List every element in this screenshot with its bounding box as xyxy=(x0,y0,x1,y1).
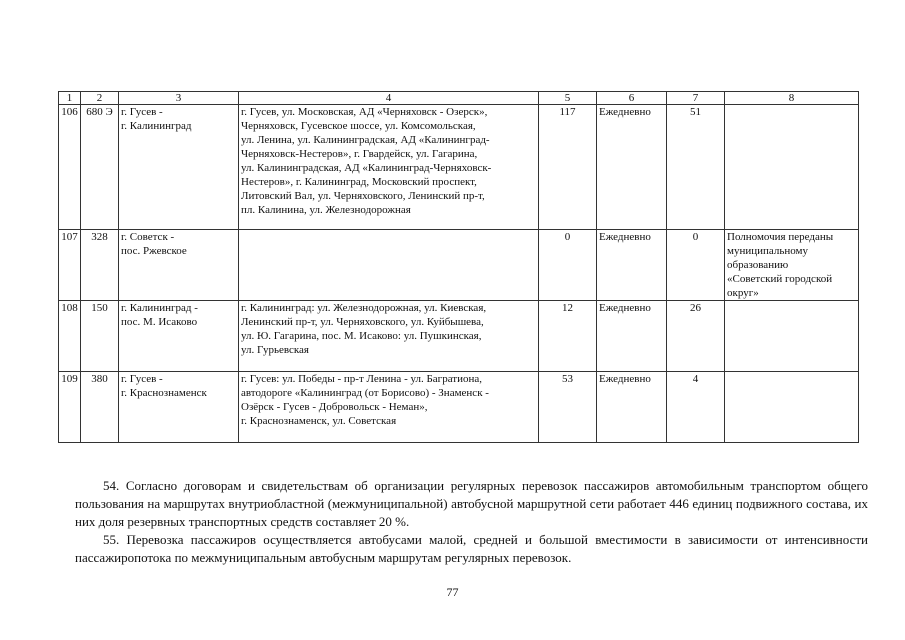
route-number-cell: 106 xyxy=(59,105,81,230)
col-header-5: 5 xyxy=(539,92,597,105)
table-row xyxy=(59,372,859,443)
trips-cell: 0 xyxy=(667,230,725,301)
route-name-cell: г. Гусев - г. Калининград xyxy=(119,105,239,230)
route-path-cell: г. Гусев: ул. Победы - пр-т Ленина - ул. Багратиона, автодороге «Калининград (от Борисово) - Знаменск - Озёрск - Гусев - Добровольск - Неман», г. Краснознаменск, ул. Советская xyxy=(239,372,539,443)
interval-cell: 12 xyxy=(539,301,597,372)
route-code-cell: 680 Э xyxy=(81,105,119,230)
note-cell xyxy=(725,105,859,230)
note-cell xyxy=(725,372,859,443)
col-header-3: 3 xyxy=(119,92,239,105)
col-header-1: 1 xyxy=(59,92,81,105)
col-header-2: 2 xyxy=(81,92,119,105)
col-header-4: 4 xyxy=(239,92,539,105)
interval-cell: 53 xyxy=(539,372,597,443)
frequency-cell: Ежедневно xyxy=(597,230,667,301)
paragraph-54: 54. Согласно договорам и свидетельствам об организации регулярных перевозок пассажиров автомобильным транспортом общего пользования на маршрутах внутриобластной (межмуниципальной) автобусной маршрутной сети работает 446 единиц подвижного состава, их них доля резервных транспортных средств составляет 20 %. xyxy=(75,478,868,529)
trips-cell: 51 xyxy=(667,105,725,230)
table-row xyxy=(59,301,859,372)
page-number: 77 xyxy=(446,585,459,599)
route-code-cell: 380 xyxy=(81,372,119,443)
route-name-cell: г. Советск - пос. Ржевское xyxy=(119,230,239,301)
col-header-7: 7 xyxy=(667,92,725,105)
interval-cell: 117 xyxy=(539,105,597,230)
frequency-cell: Ежедневно xyxy=(597,105,667,230)
route-code-cell: 328 xyxy=(81,230,119,301)
interval-cell: 0 xyxy=(539,230,597,301)
route-code-cell: 150 xyxy=(81,301,119,372)
route-number-cell: 107 xyxy=(59,230,81,301)
frequency-cell: Ежедневно xyxy=(597,372,667,443)
note-cell: Полномочия переданы муниципальному образованию «Советский городской округ» xyxy=(725,230,859,301)
table-row xyxy=(59,105,859,230)
route-name-cell: г. Гусев - г. Краснознаменск xyxy=(119,372,239,443)
paragraph-55: 55. Перевозка пассажиров осуществляется автобусами малой, средней и большой вместимости в зависимости от интенсивности пассажиропотока по межмуниципальным автобусным маршрутам регулярных перевозок. xyxy=(75,532,868,565)
route-path-cell xyxy=(239,230,539,301)
route-path-cell: г. Калининград: ул. Железнодорожная, ул. Киевская, Ленинский пр-т, ул. Черняховского, ул. Куйбышева, ул. Ю. Гагарина, пос. М. Исаково: ул. Пушкинская, ул. Гурьевская xyxy=(239,301,539,372)
trips-cell: 4 xyxy=(667,372,725,443)
col-header-8: 8 xyxy=(725,92,859,105)
route-number-cell: 109 xyxy=(59,372,81,443)
route-number-cell: 108 xyxy=(59,301,81,372)
routes-table xyxy=(58,91,859,443)
header-row xyxy=(59,92,859,105)
col-header-6: 6 xyxy=(597,92,667,105)
route-path-cell: г. Гусев, ул. Московская, АД «Черняховск - Озерск», Черняховск, Гусевское шоссе, ул. Комсомольская, ул. Ленина, ул. Калининградская, АД «Калининград- Черняховск-Нестеров», г. Гвардейск, ул. Гагарина, ул. Калининградская, АД «Калининград-Черняховск- Нестеров», г. Калининград, Московский проспект, Литовский Вал, ул. Черняховского, Ленинский пр-т, пл. Калинина, ул. Железнодорожная xyxy=(239,105,539,230)
frequency-cell: Ежедневно xyxy=(597,301,667,372)
route-name-cell: г. Калининград - пос. М. Исаково xyxy=(119,301,239,372)
note-cell xyxy=(725,301,859,372)
table-row xyxy=(59,230,859,301)
trips-cell: 26 xyxy=(667,301,725,372)
